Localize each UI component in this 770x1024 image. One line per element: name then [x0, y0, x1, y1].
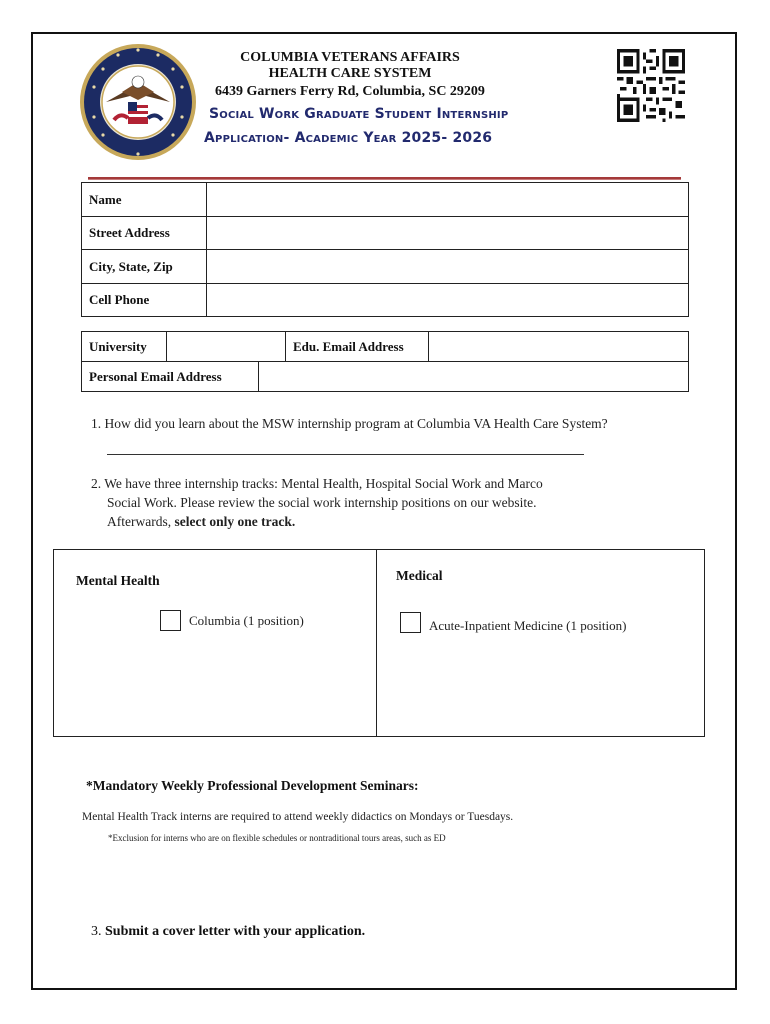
question-1-text: How did you learn about the MSW internship program at Columbia VA Health Care System? — [104, 416, 608, 431]
question-2-line3-prefix: Afterwards, — [107, 514, 175, 529]
edu-email-field[interactable] — [429, 332, 689, 362]
org-name-line1: COLUMBIA VETERANS AFFAIRS — [240, 50, 460, 65]
question-2-instruction: select only one track. — [174, 514, 296, 529]
form-title-line1: Social Work Graduate Student Internship — [209, 106, 509, 122]
question-1 — [91, 414, 608, 433]
seminars-note: *Exclusion for interns who are on flexible schedules or nontraditional tours areas, such as ED — [108, 833, 446, 843]
personal-email-table — [81, 361, 689, 392]
question-3 — [91, 924, 365, 940]
mental-health-track-title: Mental Health — [76, 573, 160, 588]
question-3-number: 3. — [91, 924, 102, 939]
org-address: 6439 Garners Ferry Rd, Columbia, SC 29209 — [215, 84, 485, 99]
university-field[interactable] — [167, 332, 286, 362]
columbia-option-label: Columbia (1 position) — [189, 613, 304, 628]
columbia-checkbox[interactable] — [160, 610, 181, 631]
question-2-line1: We have three internship tracks: Mental Health, Hospital Social Work and Marco — [104, 476, 543, 491]
question-3-text: Submit a cover letter with your application. — [105, 924, 366, 939]
va-department-seal-icon — [78, 42, 198, 162]
question-2-line2: Social Work. Please review the social work internship positions on our website. — [107, 495, 537, 510]
contact-table — [81, 182, 689, 317]
seminars-text: Mental Health Track interns are required to attend weekly didactics on Mondays or Tuesdays. — [82, 811, 514, 823]
qr-code-icon — [617, 49, 685, 122]
personal-email-field[interactable] — [259, 362, 689, 392]
form-title-line2: Application- Academic Year 2025- 2026 — [204, 130, 493, 146]
name-field[interactable] — [207, 183, 689, 217]
acute-inpatient-medicine-checkbox[interactable] — [400, 612, 421, 633]
city-state-zip-label: City, State, Zip — [82, 250, 207, 284]
seminars-heading: *Mandatory Weekly Professional Development Seminars: — [86, 778, 419, 793]
school-table — [81, 331, 689, 362]
acute-inpatient-medicine-option-label: Acute-Inpatient Medicine (1 position) — [429, 618, 627, 633]
name-label: Name — [82, 183, 207, 217]
header-divider — [88, 177, 681, 180]
question-2-line3 — [107, 512, 295, 531]
question-2 — [91, 474, 543, 493]
question-1-number: 1. — [91, 416, 102, 431]
org-name-line2: HEALTH CARE SYSTEM — [268, 66, 432, 81]
city-state-zip-field[interactable] — [207, 250, 689, 284]
cell-phone-field[interactable] — [207, 284, 689, 317]
track-divider — [376, 549, 377, 737]
medical-track-title: Medical — [396, 568, 443, 583]
question-2-number: 2. — [91, 476, 102, 491]
street-address-label: Street Address — [82, 217, 207, 250]
street-address-field[interactable] — [207, 217, 689, 250]
edu-email-label: Edu. Email Address — [286, 332, 429, 362]
question-1-answer-line[interactable] — [107, 454, 584, 455]
personal-email-label: Personal Email Address — [82, 362, 259, 392]
cell-phone-label: Cell Phone — [82, 284, 207, 317]
university-label: University — [82, 332, 167, 362]
